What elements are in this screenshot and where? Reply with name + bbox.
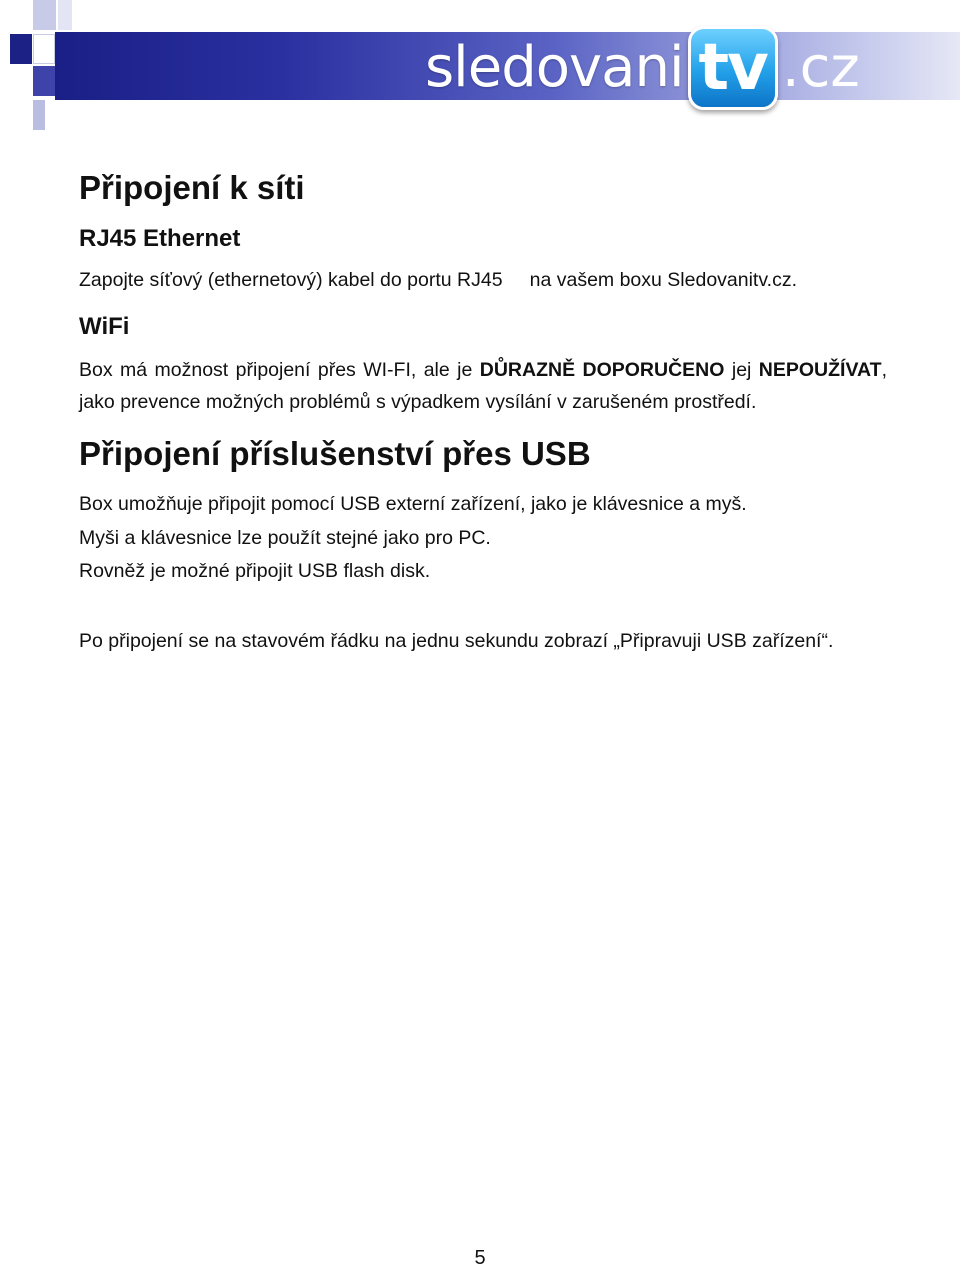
usb-line-2: Myši a klávesnice lze použít stejné jako pro PC. [79, 526, 491, 549]
usb-line-1: Box umožňuje připojit pomocí USB externí zařízení, jako je klávesnice a myš. [79, 493, 747, 515]
decor-square [10, 34, 32, 64]
subheading-wifi: WiFi [79, 313, 130, 340]
decor-square [58, 0, 72, 30]
section-title-network: Připojení k síti [79, 169, 305, 206]
sledovanitv-logo [425, 26, 860, 110]
decor-square [0, 66, 32, 96]
decor-square [33, 100, 45, 130]
subheading-rj45: RJ45 Ethernet [79, 225, 241, 252]
logo-main-text: sledovani [425, 35, 684, 100]
page-number: 5 [474, 1247, 486, 1269]
page-content [79, 168, 887, 657]
paragraph-wifi: Box má možnost připojení přes WI-FI, ale je DŮRAZNĚ DOPORUČENO jej NEPOUŽÍVAT, jako prevence možných problémů s výpadkem vysílání v zarušeném prostředí. [79, 359, 887, 413]
emphasis-strongly-recommended: DŮRAZNĚ DOPORUČENO [479, 359, 725, 381]
decor-square [0, 0, 32, 30]
usb-line-3: Rovněž je možné připojit USB flash disk. [79, 560, 431, 582]
logo-domain-text: .cz [781, 35, 860, 100]
paragraph-rj45: Zapojte síťový (ethernetový) kabel do portu RJ45 na vašem boxu Sledovanitv.cz. [79, 269, 797, 291]
paragraph-usb-note: Po připojení se na stavovém řádku na jednu sekundu zobrazí „Připravuji USB zařízení“. [79, 629, 834, 652]
decor-square [33, 34, 55, 64]
decor-square [33, 66, 55, 96]
emphasis-do-not-use: NEPOUŽÍVAT [758, 359, 882, 381]
usb-description [79, 488, 887, 589]
section-title-usb: Připojení příslušenství přes USB [79, 435, 591, 472]
logo-tv-badge: tv [688, 26, 778, 110]
paragraph-spacer [79, 589, 887, 625]
decor-square [33, 0, 56, 30]
page-header [0, 0, 960, 140]
